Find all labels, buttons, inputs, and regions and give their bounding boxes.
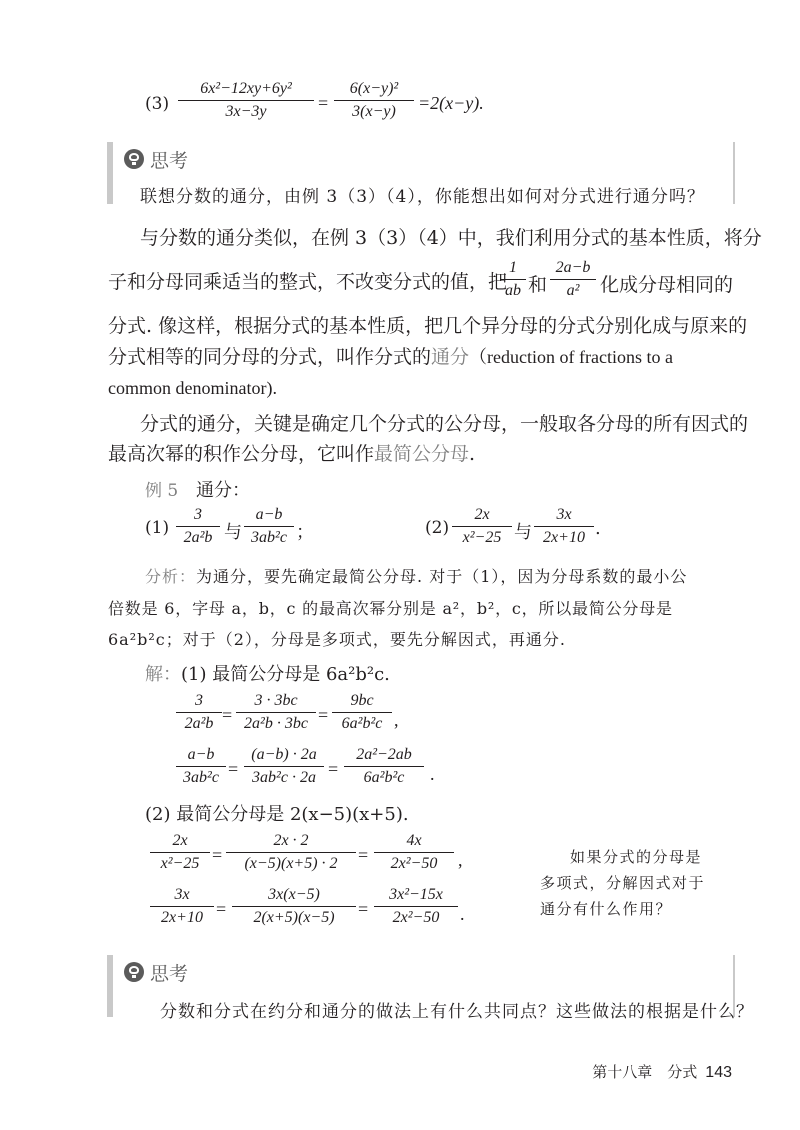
equals-sign: = xyxy=(216,899,227,919)
result-expression: =2(x−y). xyxy=(418,93,484,113)
analysis-label: 分析： xyxy=(145,567,197,586)
fraction xyxy=(178,80,314,121)
comma: , xyxy=(458,850,463,870)
example-5-title: 通分： xyxy=(196,480,250,501)
solution-line xyxy=(145,660,390,686)
numerator: 1 xyxy=(509,259,517,276)
lightbulb-icon xyxy=(124,149,144,169)
fraction xyxy=(374,832,454,873)
think-title: 思考 xyxy=(150,150,189,172)
page-number: 143 xyxy=(705,1064,732,1081)
numerator: 3 · 3bc xyxy=(254,692,298,709)
fraction xyxy=(226,832,356,873)
example-3-label: (3) xyxy=(145,94,170,114)
chapter-title: 第十八章 分式 xyxy=(592,1063,698,1081)
fraction xyxy=(150,886,214,927)
numerator: 2a²−2ab xyxy=(356,746,412,763)
denominator: 2(x+5)(x−5) xyxy=(253,909,335,926)
side-note-line: 如果分式的分母是 xyxy=(570,848,703,866)
numerator: 4x xyxy=(406,832,422,849)
and-word: 和 xyxy=(528,274,548,296)
think-question: 分数和分式在约分和通分的做法上有什么共同点？这些做法的根据是什么？ xyxy=(160,1002,754,1022)
denominator: 2a²b · 3bc xyxy=(244,715,308,732)
solution-line: (2) 最简公分母是 2(x−5)(x+5). xyxy=(145,804,409,825)
fraction xyxy=(452,506,512,547)
numerator: a−b xyxy=(255,506,283,523)
think-question: 联想分数的通分，由例 3（3）（4），你能想出如何对分式进行通分吗？ xyxy=(140,187,705,207)
numerator: 9bc xyxy=(350,692,374,709)
example-5-label: 例 5 xyxy=(145,481,179,501)
side-note xyxy=(540,844,730,922)
fraction xyxy=(176,746,226,787)
period: . xyxy=(595,518,601,539)
denominator: 3ab²c xyxy=(251,529,287,546)
fraction xyxy=(500,259,526,300)
equals-sign: = xyxy=(228,759,239,779)
page-footer xyxy=(592,1061,732,1082)
paragraph-line xyxy=(108,345,708,369)
denominator: 3ab²c · 2a xyxy=(252,769,316,786)
numerator: 2x xyxy=(474,506,490,523)
period: . xyxy=(430,764,435,784)
numerator: 2x · 2 xyxy=(273,832,309,849)
numerator: a−b xyxy=(187,746,215,763)
denominator: 3ab²c xyxy=(183,769,219,786)
numerator: 6(x−y)² xyxy=(349,80,399,97)
fraction xyxy=(176,692,222,733)
paragraph-line: 分式的通分，关键是确定几个分式的公分母，一般取各分母的所有因式的 xyxy=(140,413,749,435)
text-segment: 化成分母相同的 xyxy=(600,274,734,296)
equals-sign: = xyxy=(318,705,329,725)
text-segment: . xyxy=(469,443,476,465)
equals-sign: = xyxy=(212,845,223,865)
denominator: 2x²−50 xyxy=(390,855,438,872)
numerator: 3 xyxy=(195,692,203,709)
with-word: 与 xyxy=(224,522,242,543)
part-2-label: (2) xyxy=(425,518,450,538)
numerator: 3x(x−5) xyxy=(268,886,320,903)
denominator: 2x+10 xyxy=(161,909,203,926)
text-segment: 子和分母同乘适当的整式，不改变分式的值，把 xyxy=(108,271,508,293)
numerator: (a−b) · 2a xyxy=(251,746,317,763)
denominator: 2a²b xyxy=(183,529,213,546)
denominator: 6a²b²c xyxy=(341,715,383,732)
denominator: 2x²−50 xyxy=(392,909,440,926)
fraction xyxy=(244,506,294,547)
think-title: 思考 xyxy=(150,963,189,985)
denominator: 6a²b²c xyxy=(363,769,405,786)
equals-sign: = xyxy=(358,845,369,865)
fraction xyxy=(236,692,316,733)
lightbulb-icon xyxy=(124,962,144,982)
fraction xyxy=(232,886,356,927)
side-note-line: 通分有什么作用？ xyxy=(540,900,673,918)
side-note-line: 多项式，分解因式对于 xyxy=(540,874,706,892)
text-segment: 最高次幂的积作公分母，它叫作 xyxy=(108,443,375,465)
numerator: 2x xyxy=(172,832,188,849)
numerator: 6x²−12xy+6y² xyxy=(200,80,292,97)
analysis-line: 6a²b²c；对于（2），分母是多项式，要先分解因式，再通分. xyxy=(108,630,567,649)
equals-sign: = xyxy=(222,705,233,725)
equals-sign: = xyxy=(328,759,339,779)
fraction xyxy=(176,506,220,547)
fraction xyxy=(550,259,596,300)
solution-label: 解： xyxy=(145,664,181,685)
numerator: 3 xyxy=(194,506,202,523)
denominator: ab xyxy=(505,282,521,299)
fraction xyxy=(334,80,414,121)
denominator: (x−5)(x+5) · 2 xyxy=(244,855,338,872)
period: . xyxy=(460,904,465,924)
fraction xyxy=(244,746,324,787)
with-word: 与 xyxy=(514,522,532,543)
fraction xyxy=(374,886,458,927)
denominator: 2x+10 xyxy=(543,529,585,546)
numerator: 2a−b xyxy=(555,259,591,276)
text-segment: 为通分，要先确定最简公分母. 对于（1），因为分母系数的最小公 xyxy=(196,567,688,586)
fraction xyxy=(344,746,424,787)
semicolon: ； xyxy=(296,522,314,543)
text-segment: (1) 最简公分母是 6a²b²c. xyxy=(181,664,390,685)
numerator: 3x xyxy=(556,506,572,523)
denominator: x²−25 xyxy=(160,855,200,872)
part-1-label: (1) xyxy=(145,518,170,538)
analysis-line: 倍数是 6，字母 a，b，c 的最高次幂分别是 a²，b²，c，所以最简公分母是 xyxy=(108,599,673,618)
denominator: 3x−3y xyxy=(225,103,267,120)
numerator: 3x²−15x xyxy=(389,886,443,903)
term-lcd: 最简公分母 xyxy=(374,443,470,465)
comma: , xyxy=(394,710,399,730)
term-reduction: 通分 xyxy=(431,346,470,368)
denominator: x²−25 xyxy=(462,529,502,546)
equals-sign: = xyxy=(358,899,369,919)
denominator: 3(x−y) xyxy=(352,103,396,120)
denominator: 2a²b xyxy=(184,715,214,732)
numerator: 3x xyxy=(174,886,190,903)
fraction xyxy=(150,832,210,873)
paragraph-line: 分式. 像这样，根据分式的基本性质，把几个异分母的分式分别化成与原来的 xyxy=(108,315,748,337)
text-segment: 分式相等的同分母的分式，叫作分式的 xyxy=(108,346,432,368)
fraction xyxy=(534,506,594,547)
paragraph-line: common denominator). xyxy=(108,378,277,398)
paragraph-line xyxy=(108,442,708,466)
denominator: a² xyxy=(566,282,580,299)
text-segment: （reduction of fractions to a xyxy=(469,347,673,367)
fraction xyxy=(332,692,392,733)
paragraph-line: 与分数的通分类似，在例 3（3）（4）中，我们利用分式的基本性质，将分 xyxy=(140,227,762,249)
equals-sign: = xyxy=(318,93,329,113)
analysis-line xyxy=(145,564,687,587)
